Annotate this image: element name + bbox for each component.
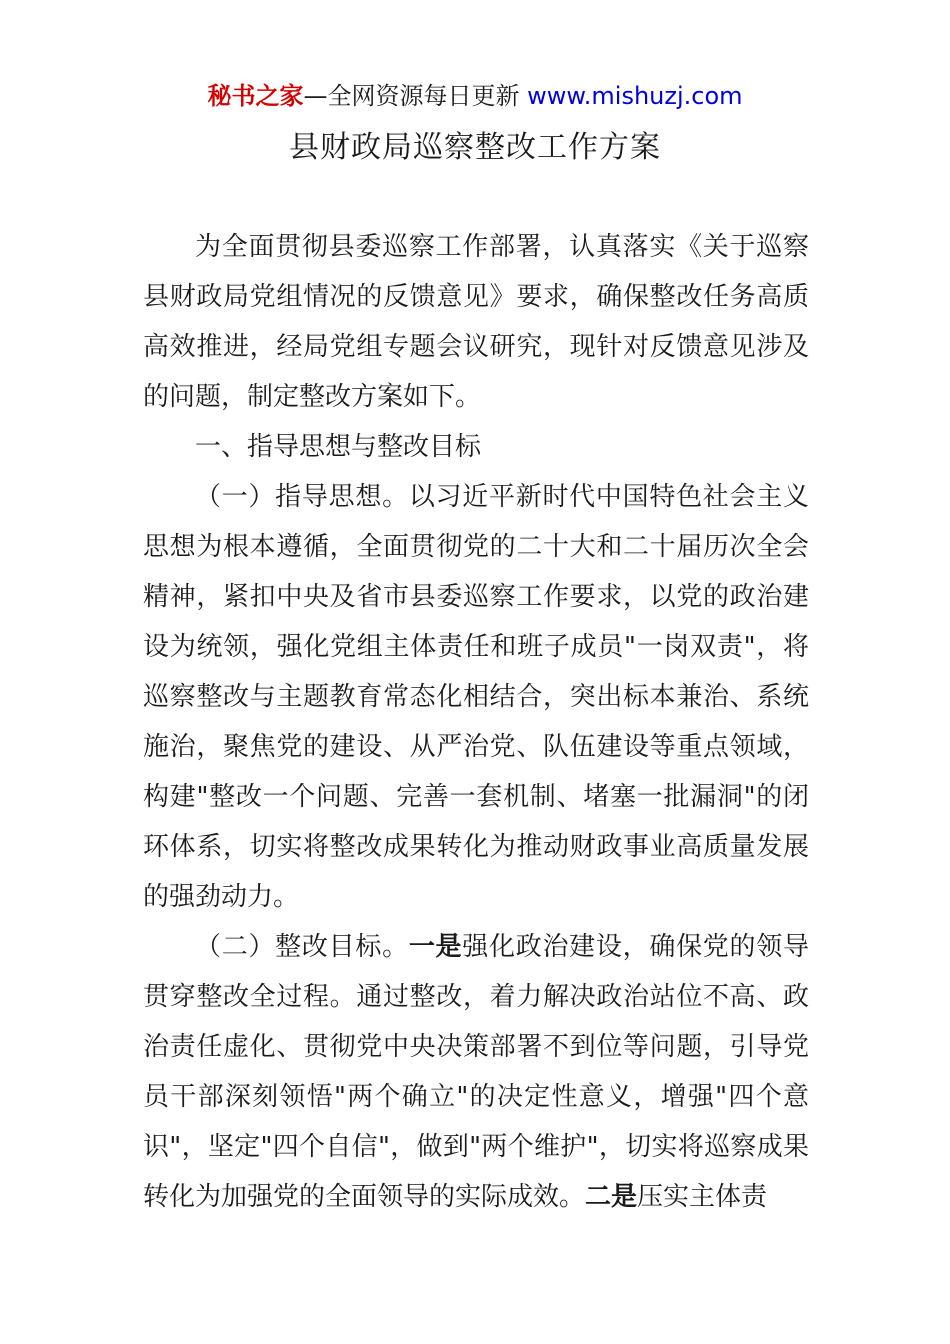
site-header <box>0 80 950 112</box>
brand-name: 秘书之家 <box>207 82 304 110</box>
document-body <box>143 222 809 1222</box>
point-one-label: 一是 <box>408 932 463 962</box>
point-two-label: 二是 <box>585 1182 638 1212</box>
rectification-goals-paragraph <box>143 922 809 1222</box>
intro-paragraph: 为全面贯彻县委巡察工作部署，认真落实《关于巡察县财政局党组情况的反馈意见》要求，确保整改任务高质高效推进，经局党组专题会议研究，现针对反馈意见涉及的问题，制定整改方案如下。 <box>143 232 809 412</box>
document-title: 县财政局巡察整改工作方案 <box>289 130 661 165</box>
guiding-ideology-paragraph: （一）指导思想。以习近平新时代中国特色社会主义思想为根本遵循，全面贯彻党的二十大和二十届历次全会精神，紧扣中央及省市县委巡察工作要求，以党的政治建设为统领，强化党组主体责任和班子成员"一岗双责"，将巡察整改与主题教育常态化相结合，突出标本兼治、系统施治，聚焦党的建设、从严治党、队伍建设等重点领域，构建"整改一个问题、完善一套机制、堵塞一批漏洞"的闭环体系，切实将整改成果转化为推动财政事业高质量发展的强劲动力。 <box>143 482 809 912</box>
point-two-text: 压实主体责 <box>637 1182 768 1212</box>
section-heading: 一、指导思想与整改目标 <box>195 432 482 462</box>
point-one-text: 强化政治建设，确保党的领导贯穿整改全过程。通过整改，着力解决政治站位不高、政治责任虚化、贯彻党中央决策部署不到位等问题，引导党员干部深刻领悟"两个确立"的决定性意义，增强"四个意识"，坚定"四个自信"，做到"两个维护"，切实将巡察成果转化为加强党的全面领导的实际成效。 <box>143 932 809 1212</box>
goals-label: （二）整改目标。 <box>195 932 409 962</box>
site-url-link[interactable]: www.mishuzj.com <box>527 82 743 110</box>
header-tagline: —全网资源每日更新 <box>303 82 528 110</box>
